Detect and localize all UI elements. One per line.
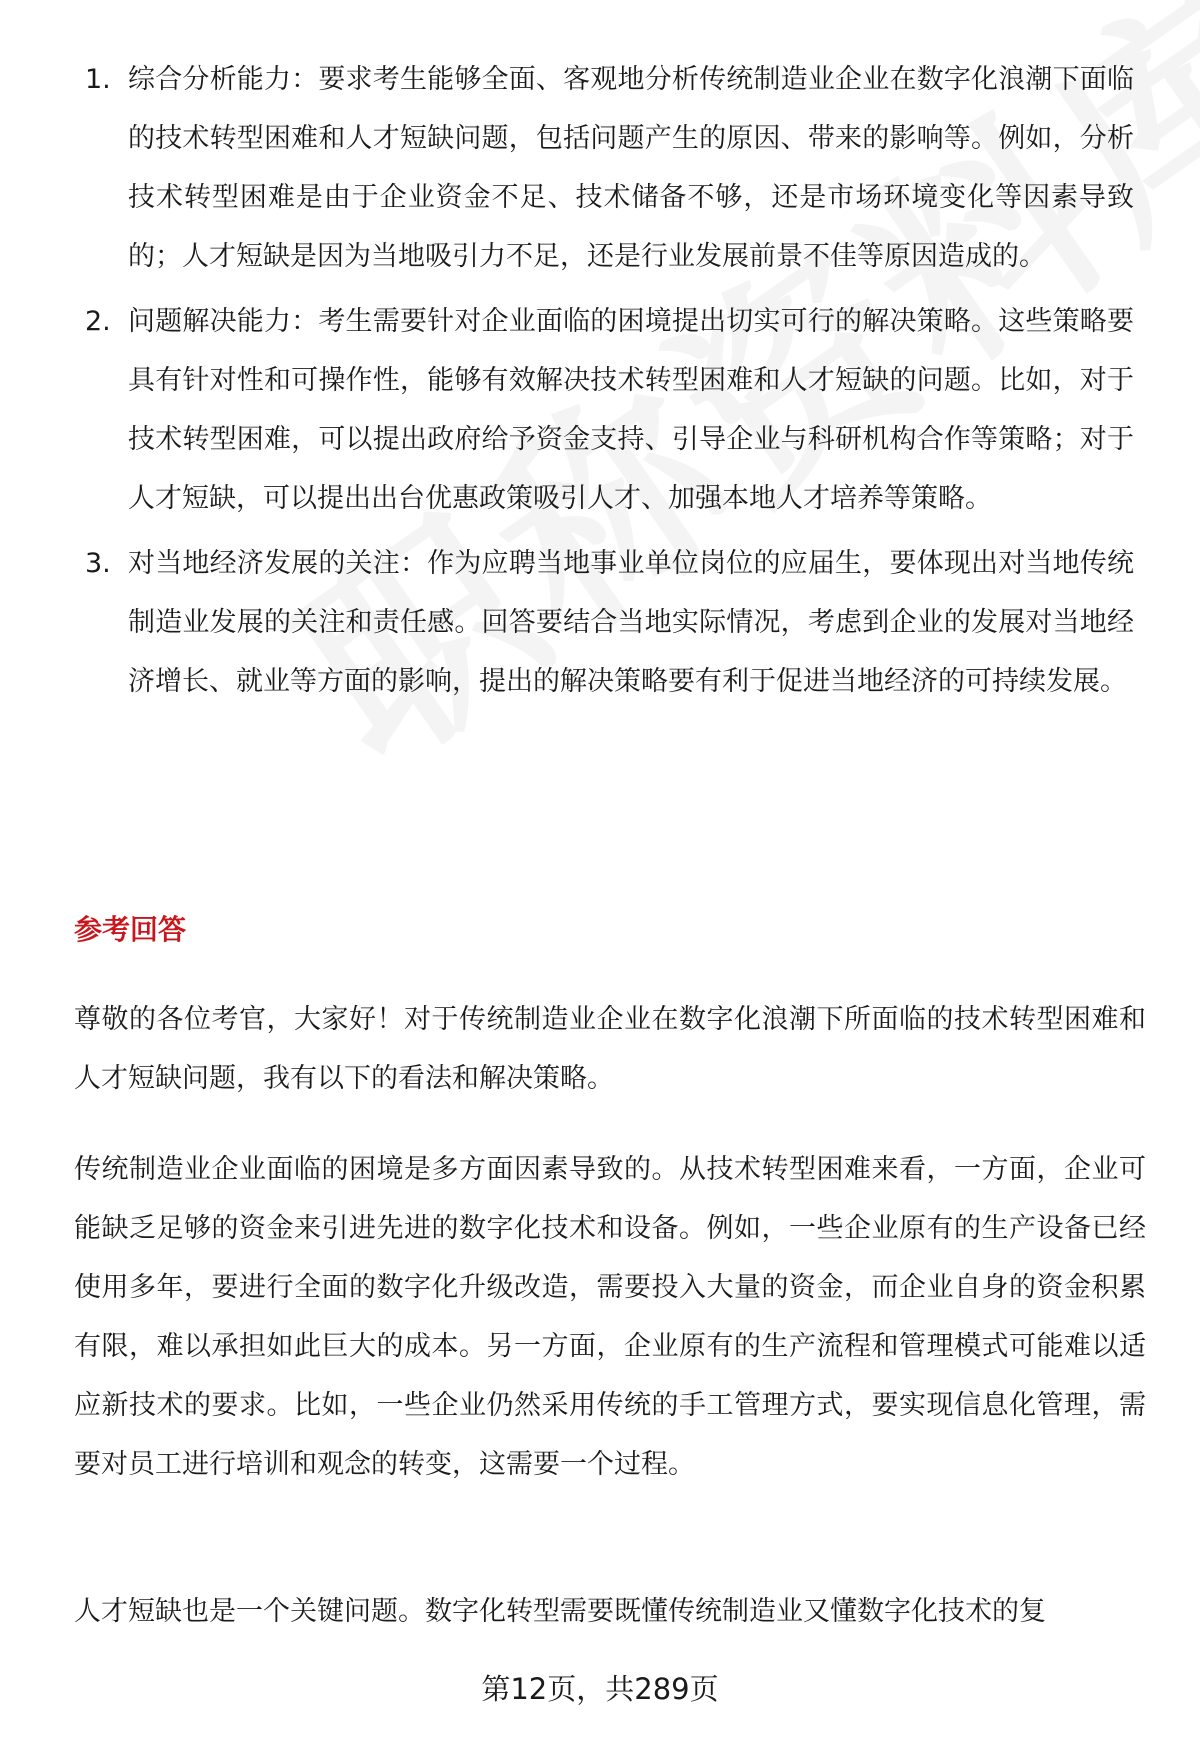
list-item xyxy=(0,534,1200,711)
list-item xyxy=(0,292,1200,528)
section-heading: 参考回答 xyxy=(74,913,187,946)
list-number: 3. xyxy=(85,548,111,579)
list-number: 1. xyxy=(85,64,111,95)
paragraph-greeting: 尊敬的各位考官，大家好！对于传统制造业企业在数字化浪潮下所面临的技术转型困难和人才短缺问题，我有以下的看法和解决策略。 xyxy=(74,1004,1146,1094)
list-item-text: 对当地经济发展的关注：作为应聘当地事业单位岗位的应届生，要体现出对当地传统制造业发展的关注和责任感。回答要结合当地实际情况，考虑到企业的发展对当地经济增长、就业等方面的影响，提出的解决策略要有利于促进当地经济的可持续发展。 xyxy=(128,548,1134,697)
paragraph-tech-transition: 传统制造业企业面临的困境是多方面因素导致的。从技术转型困难来看，一方面，企业可能缺乏足够的资金来引进先进的数字化技术和设备。例如，一些企业原有的生产设备已经使用多年，要进行全面的数字化升级改造，需要投入大量的资金，而企业自身的资金积累有限，难以承担如此巨大的成本。另一方面，企业原有的生产流程和管理模式可能难以适应新技术的要求。比如，一些企业仍然采用传统的手工管理方式，要实现信息化管理，需要对员工进行培训和观念的转变，这需要一个过程。 xyxy=(74,1154,1146,1480)
criteria-list xyxy=(0,50,1200,717)
paragraph-talent-shortage: 人才短缺也是一个关键问题。数字化转型需要既懂传统制造业又懂数字化技术的复 xyxy=(74,1596,1046,1627)
page-footer: 第12页，共289页 xyxy=(481,1672,719,1706)
list-item xyxy=(0,50,1200,286)
list-item-text: 问题解决能力：考生需要针对企业面临的困境提出切实可行的解决策略。这些策略要具有针对性和可操作性，能够有效解决技术转型困难和人才短缺的问题。比如，对于技术转型困难，可以提出政府给予资金支持、引导企业与科研机构合作等策略；对于人才短缺，可以提出出台优惠政策吸引人才、加强本地人才培养等策略。 xyxy=(128,306,1134,514)
list-number: 2. xyxy=(85,306,111,337)
list-item-text: 综合分析能力：要求考生能够全面、客观地分析传统制造业企业在数字化浪潮下面临的技术转型困难和人才短缺问题，包括问题产生的原因、带来的影响等。例如，分析技术转型困难是由于企业资金不足、技术储备不够，还是市场环境变化等因素导致的；人才短缺是因为当地吸引力不足，还是行业发展前景不佳等原因造成的。 xyxy=(128,64,1134,272)
